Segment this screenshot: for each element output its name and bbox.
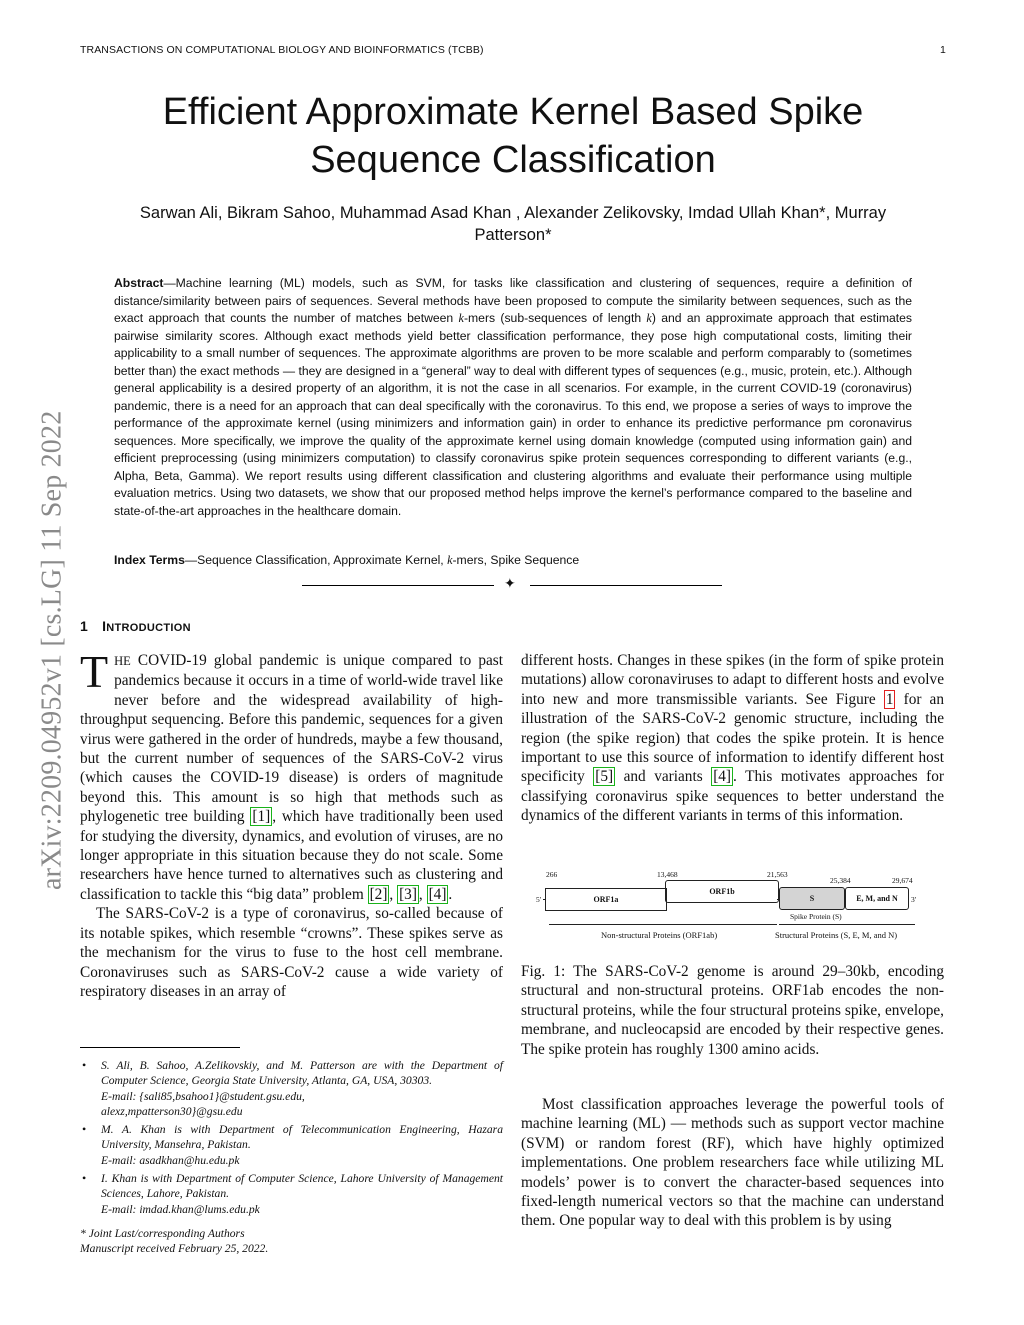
divider-line-left bbox=[302, 585, 494, 586]
citation-link[interactable]: [2] bbox=[369, 885, 388, 903]
figure-caption: Fig. 1: The SARS-CoV-2 genome is around 29–30kb, encoding structural and non-structural proteins. ORF1ab encodes the non-structural proteins, while the four structural proteins spike, envelope, membrane, and nucleocapsid are encoded by their respective genes. The spike protein has roughly 1300 amino acids. bbox=[521, 963, 944, 1058]
abstract bbox=[114, 275, 912, 520]
joint-authors-note: * Joint Last/corresponding Authors bbox=[80, 1226, 245, 1240]
intro-text-2d: . This motivates approaches for classifying coronavirus spike sequences to better understand the dynamics of the different variants in terms of this information. bbox=[521, 768, 944, 825]
footnote-1-email: E-mail: {sali85,bsahoo1}@student.gsu.edu, bbox=[101, 1089, 305, 1103]
bullet-icon: • bbox=[82, 1171, 87, 1186]
genome-position-label: 266 bbox=[546, 870, 558, 879]
intro-text-1a: COVID-19 global pandemic is unique compared to past pandemics because it occurs in a time of world-wide travel like never before and the widespread availability of high-throughput sequencing. Before this pandemic, sequences for a given virus were gathered in the order of hundreds, maybe a few thousand, but the current number of sequences of the SARS-CoV-2 virus (which causes the COVID-19 disease) is orders of magnitude beyond this. This amount is so high that methods such as phylogenetic tree building bbox=[80, 652, 503, 826]
intro-text-1b: , which have traditionally been used for studying the diversity, dynamics, and evolution of viruses, are no longer appropriate in this situation because they do not scale. Some researchers have hence turned to alternatives such as clustering and classification to tackle this “big data” problem bbox=[80, 808, 504, 903]
index-terms-text-2: -mers, Spike Sequence bbox=[452, 553, 580, 567]
orf1a-label: ORF1a bbox=[593, 895, 619, 904]
section-divider bbox=[302, 577, 722, 592]
right-column bbox=[521, 651, 944, 826]
citation-link[interactable]: [3] bbox=[399, 885, 417, 903]
citation-link[interactable]: [4] bbox=[713, 768, 732, 786]
title-line-2: Sequence Classification bbox=[310, 139, 716, 181]
orf1b-box bbox=[665, 880, 779, 903]
genome-position-label: 29,674 bbox=[892, 876, 913, 885]
small-caps-word: HE bbox=[114, 654, 131, 668]
index-terms bbox=[114, 552, 912, 569]
emn-gene-label: E, M, and N bbox=[856, 894, 898, 903]
abstract-k-1: k bbox=[458, 311, 464, 325]
intro-paragraph-2: The SARS-CoV-2 is a type of coronavirus, so-called because of its notable spikes, which resemble “crowns”. These spikes serve as the mechanism for the virus to fuse to the host cell membrane. Coronaviruses such as SARS-CoV-2 cause a wide variety of respiratory diseases in an array of bbox=[80, 905, 503, 1000]
authors-line-1: Sarwan Ali, Bikram Sahoo, Muhammad Asad Khan , Alexander Zelikovsky, Imdad Ullah Khan*, Murray bbox=[139, 204, 887, 222]
five-prime-label: 5' bbox=[536, 895, 542, 904]
intro-paragraph-3: Most classification approaches leverage the powerful tools of machine learning (ML) — methods such as support vector machine (SVM) or random forest (RF), which have highly optimized implementations. One problem researchers face while utilizing ML models’ power is to convert the character-based sequences into fixed-length numerical vectors so that the machine can understand them. One popular way to deal with this problem is by using bbox=[521, 1096, 944, 1230]
intro-text-2c: and variants bbox=[615, 768, 712, 786]
divider-line-right bbox=[530, 585, 722, 586]
genome-position-label: 21,563 bbox=[767, 870, 788, 879]
abstract-label: Abstract bbox=[114, 276, 164, 290]
nonstructural-label: Non-structural Proteins (ORF1ab) bbox=[601, 930, 718, 940]
footnote-3 bbox=[80, 1171, 503, 1217]
intro-paragraph-2-continued bbox=[521, 651, 944, 826]
section-heading bbox=[80, 618, 191, 634]
footnote-1-email-2: alexz,mpatterson30}@gsu.edu bbox=[101, 1104, 243, 1118]
structural-label: Structural Proteins (S, E, M, and N) bbox=[775, 930, 898, 940]
paper-title bbox=[80, 88, 946, 184]
spike-gene-label: S bbox=[809, 894, 815, 903]
bullet-icon: • bbox=[82, 1122, 87, 1137]
genome-position-label: 25,384 bbox=[830, 876, 851, 885]
structural-bracket bbox=[779, 924, 915, 925]
authors-line-2: Patterson* bbox=[474, 226, 552, 244]
footnote-2-text: M. A. Khan is with Department of Telecommunication Engineering, Hazara University, Mansehra, Pakistan. bbox=[101, 1123, 503, 1152]
journal-name: TRANSACTIONS ON COMPUTATIONAL BIOLOGY AND BIOINFORMATICS (TCBB) bbox=[80, 44, 484, 56]
author-notes bbox=[80, 1226, 503, 1257]
received-date-note: Manuscript received February 25, 2022. bbox=[80, 1242, 269, 1256]
title-line-1: Efficient Approximate Kernel Based Spike bbox=[162, 91, 864, 133]
page-number: 1 bbox=[940, 44, 946, 56]
footnote-1-text: S. Ali, B. Sahoo, A.Zelikovskiy, and M. Patterson are with the Department of Computer Science, Georgia State University, Atlanta, GA, USA, 30303. bbox=[101, 1059, 503, 1088]
abstract-k-2: k bbox=[646, 311, 652, 325]
citation-separator: , bbox=[418, 885, 427, 903]
divider-star-icon: ✦ bbox=[504, 577, 516, 592]
citation-link[interactable]: [5] bbox=[595, 768, 614, 786]
running-header bbox=[80, 44, 946, 56]
figure-link[interactable]: 1 bbox=[885, 690, 894, 708]
spike-gene-box bbox=[779, 887, 845, 910]
nonstructural-bracket bbox=[549, 924, 777, 925]
abstract-text-1: —Machine learning (ML) models, such as SVM, for tasks like classification and clustering of sequences, require a definition of distance/similarity between pairs of sequences. Several methods have been proposed to compute the similarity between sequences, such as the exact approach that counts the number of matches between bbox=[114, 276, 912, 325]
spike-protein-label: Spike Protein (S) bbox=[790, 912, 842, 921]
left-column bbox=[80, 646, 504, 1001]
bullet-icon: • bbox=[82, 1058, 87, 1072]
emn-gene-box bbox=[845, 887, 909, 910]
section-title-rest: NTRODUCTION bbox=[106, 622, 191, 634]
sentence-end: . bbox=[448, 885, 453, 903]
orf1a-box bbox=[545, 888, 667, 911]
intro-paragraph-1 bbox=[80, 646, 504, 904]
index-terms-label: Index Terms bbox=[114, 553, 185, 567]
section-title-initial: I bbox=[102, 618, 107, 634]
footnote-1 bbox=[80, 1058, 503, 1119]
orf1b-label: ORF1b bbox=[709, 887, 735, 896]
citation-link[interactable]: [4] bbox=[428, 885, 447, 903]
footnotes bbox=[80, 1058, 503, 1257]
footnote-3-text: I. Khan is with Department of Computer Science, Lahore University of Management Sciences, Lahore, Pakistan. bbox=[101, 1172, 503, 1201]
genome-figure bbox=[531, 864, 931, 946]
three-prime-label: 3' bbox=[911, 895, 917, 904]
intro-text-2b: for an illustration of the SARS-CoV-2 genomic structure, including the region (the spike region) that codes the spike protein. It is hence important to use this source of information to identify different host specificity bbox=[521, 690, 944, 786]
drop-cap: T bbox=[80, 646, 109, 697]
author-list bbox=[80, 202, 946, 246]
index-terms-k: k bbox=[447, 553, 453, 567]
footnote-2-email: E-mail: asadkhan@hu.edu.pk bbox=[101, 1153, 240, 1167]
citation-separator: , bbox=[389, 885, 398, 903]
intro-text-2a: different hosts. Changes in these spikes (in the form of spike protein mutations) allow coronaviruses to adapt to different hosts and evolve into new and more transmissible variants. See Figure bbox=[521, 652, 944, 708]
section-number: 1 bbox=[80, 618, 89, 634]
citation-link[interactable]: [1] bbox=[252, 808, 271, 826]
abstract-text-2: -mers (sub-sequences of length bbox=[463, 311, 647, 325]
footnote-2 bbox=[80, 1122, 503, 1168]
arxiv-stamp: arXiv:2209.04952v1 [cs.LG] 11 Sep 2022 bbox=[36, 410, 68, 890]
footnote-3-email: E-mail: imdad.khan@lums.edu.pk bbox=[101, 1202, 260, 1216]
abstract-text-3: ) and an approximate approach that estimates pairwise similarity scores. Although exact methods yield better classification performance, they pose high computational costs, limiting their applicability to a small number of sequences. The approximate algorithms are proven to be more scalable and perform comparably to (sometimes better than) the exact methods — they are designed in a “general” way to deal with different types of sequences (e.g., music, protein, etc.). Although general applicability is a desired property of an algorithm, it is not the case in all scenarios. For example, in the current COVID-19 (coronavirus) pandemic, there is a need for an approach that can deal specifically with the coronavirus. To this end, we propose a series of ways to improve the performance of the approximate kernel (using minimizers and information gain) in order to enhance its predictive performance pm coronavirus sequences. More specifically, we improve the quality of the approximate kernel using domain knowledge (computed using information gain) and efficient preprocessing (using minimizers computation) to classify coronavirus spike protein sequences corresponding to different variants (e.g., Alpha, Beta, Gamma). We report results using different classification and clustering algorithms and evaluate their performance using multiple evaluation metrics. Using two datasets, we show that our proposed method helps improve the kernel’s performance compared to the baseline and state-of-the-art approaches in the healthcare domain. bbox=[114, 311, 913, 518]
index-terms-text-1: —Sequence Classification, Approximate Kernel, bbox=[184, 553, 448, 567]
genome-position-label: 13,468 bbox=[657, 870, 678, 879]
footnote-rule bbox=[80, 1047, 240, 1048]
